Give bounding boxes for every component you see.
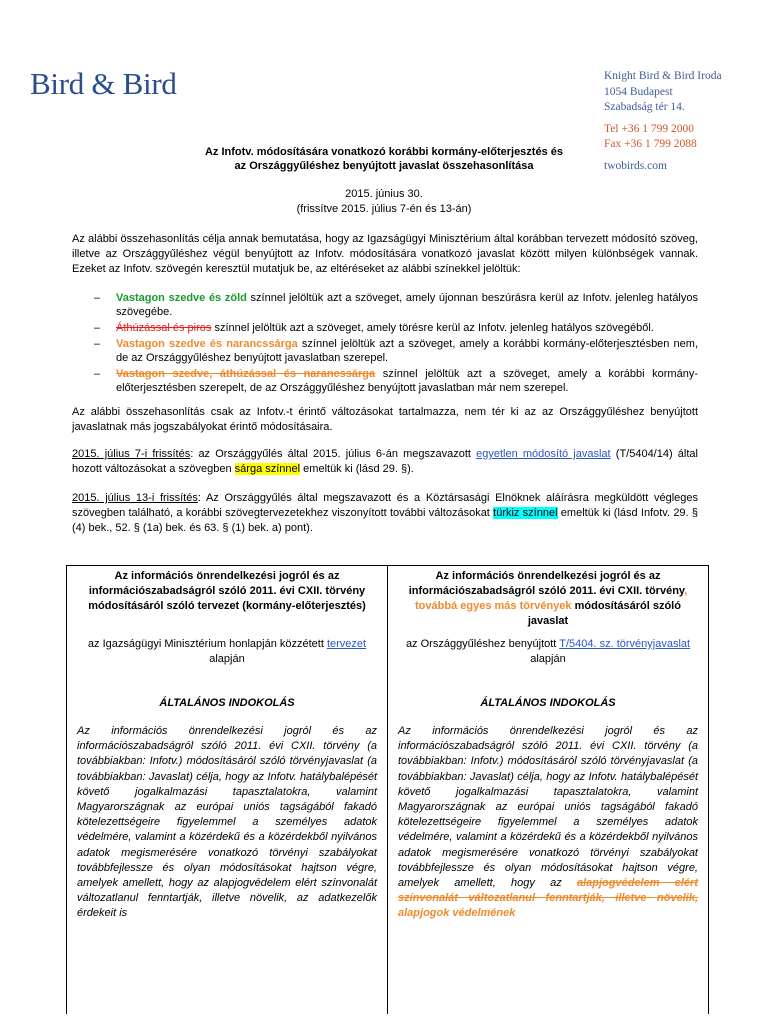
left-column-heading: Az információs önrendelkezési jogról és az információszabadságról szóló 2011. évi CXII. törvény módosításáról szóló tervezet (kormány-előterjesztés) xyxy=(75,565,379,614)
right-column-source xyxy=(396,637,700,667)
source-text: alapján xyxy=(209,653,245,665)
update-text: : Az Országgyűlés által megszavazott és a Köztársasági Elnöknek aláírásra megküldött végleges szövegben található, a korábbi szövegtervezetekhez viszonyított további változásokat xyxy=(72,492,698,519)
legend-item-orange xyxy=(94,337,698,365)
legend-dash: – xyxy=(94,292,101,304)
bill-link[interactable]: T/5404. sz. törvényjavaslat xyxy=(559,638,691,650)
right-column xyxy=(388,566,708,1014)
legend-dash: – xyxy=(94,322,101,334)
draft-link[interactable]: tervezet xyxy=(326,638,367,650)
body-added-text: alapjogok védelmének xyxy=(398,907,516,920)
address-line-3: Szabadság tér 14. xyxy=(604,101,685,113)
legend-style-red-strike: Áthúzással és piros xyxy=(116,322,212,334)
source-text: alapján xyxy=(530,653,566,665)
website-link[interactable]: twobirds.com xyxy=(604,159,667,172)
right-section-title: ÁLTALÁNOS INDOKOLÁS xyxy=(480,697,616,709)
document-title xyxy=(140,145,628,173)
update-text: emeltük ki (lásd 29. §). xyxy=(300,463,414,475)
right-column-heading xyxy=(396,565,700,629)
legend-style-orange: Vastagon szedve és narancssárga xyxy=(116,338,298,350)
scope-note: Az alábbi összehasonlítás csak az Infotv.-t érintő változásokat tartalmazza, nem tér ki az az Országgyűléshez benyújtott javaslatnak más jogszabályokat érintő módosításaira. xyxy=(72,406,698,433)
legend-dash: – xyxy=(94,368,101,380)
date-line: 2015. június 30. xyxy=(345,188,423,200)
title-line-1: Az Infotv. módosítására vonatkozó korábbi kormány-előterjesztés és xyxy=(204,146,563,158)
address-line-2: 1054 Budapest xyxy=(604,85,673,98)
amendment-link[interactable]: egyetlen módosító javaslat xyxy=(476,448,611,460)
phone-number: Tel +36 1 799 2000 xyxy=(604,122,695,135)
heading-text: Az információs önrendelkezési jogról és az információszabadságról szóló 2011. évi CXII. törvény xyxy=(408,570,685,597)
update-text: emeltük ki (lásd Infotv. 29. § (4) bek., 52. § (1a) bek. és 63. § (1) bek. a) pont). xyxy=(72,507,698,534)
left-column xyxy=(67,566,388,1014)
source-text: az Országgyűléshez benyújtott xyxy=(405,638,560,650)
right-column-body xyxy=(398,724,698,922)
body-removed-text: alapjogvédelem elért színvonalát változatlanul fenntartják, illetve növelik, xyxy=(398,877,698,905)
legend-style-green: Vastagon szedve és zöld xyxy=(116,292,247,304)
legend-text: színnel jelöltük azt a szöveget, amely törésre kerül az Infotv. jelenleg hatályos szövegéből. xyxy=(211,322,654,334)
legend-text: színnel jelöltük azt a szöveget, amely a korábbi kormány-előterjesztésben szerepelt, de az Országgyűléshez benyújtott javaslatban már nem szerepel. xyxy=(116,368,698,394)
source-text: az Igazságügyi Minisztérium honlapján közzétett xyxy=(87,638,327,650)
left-column-source xyxy=(75,637,379,667)
legend-item-green xyxy=(94,291,698,319)
update-july-7 xyxy=(72,447,698,477)
color-legend-list xyxy=(94,291,698,397)
address-line-1: Knight Bird & Bird Iroda xyxy=(604,70,722,82)
legend-text: színnel jelöltük azt a szöveget, amely a korábbi kormány-előterjesztésben nem, de az Országgyűléshez benyújtott javaslatban szerepel. xyxy=(116,338,699,364)
intro-paragraph: Az alábbi összehasonlítás célja annak bemutatása, hogy az Igazságügyi Minisztérium által korábban tervezett módosító szöveg, illetve az Országgyűléshez végül benyújtott az Infotv. módosítására vonatkozó javaslat között milyen különbségek vannak. Ezeket az Infotv. szövegén keresztül mutatjuk be, az eltéréseket az alábbi színekkel jelöltük: xyxy=(72,233,698,275)
document-dates xyxy=(140,187,628,217)
update-text: : az Országgyűlés által 2015. július 6-án megszavazott xyxy=(190,448,477,460)
left-section-title: ÁLTALÁNOS INDOKOLÁS xyxy=(159,697,295,709)
update-label: 2015. július 7-i frissítés xyxy=(72,448,191,460)
fax-number: Fax +36 1 799 2088 xyxy=(604,138,697,150)
heading-added-text: , továbbá egyes más törvények xyxy=(415,585,688,612)
legend-text: színnel jelöltük azt a szöveget, amely újonnan beszúrásra kerül az Infotv. jelenleg hatályos szövegébe. xyxy=(116,292,698,318)
comparison-table xyxy=(66,565,709,1014)
update-dates-line: (frissítve 2015. július 7-én és 13-án) xyxy=(296,203,472,215)
heading-text: módosításáról szóló javaslat xyxy=(527,600,681,627)
legend-style-orange-strike: Vastagon szedve, áthúzással és narancssárga xyxy=(116,368,376,380)
left-column-body: Az információs önrendelkezési jogról és az információszabadságról szóló 2011. évi CXII. törvény (a továbbiakban: Infotv.) módosításáról szóló törvényjavaslat (a továbbiakban: Javaslat) célja, hogy az Infotv. hatálybalépését követő jogalkalmazási tapasztalatokra, valamint Magyarországnak az európai uniós tagságából fakadó kötelezettségeire figyelemmel a személyes adatok védelmére, valamint a közérdekű és a közérdekből nyilvános adatok megismerésére vonatkozó törvényi szabályokat továbbfejlessze és olyan módosításokat hajtson végre, amelyek amellett, hogy az alapjogvédelem elért színvonalát változatlanul fenntartják, illetve növelik, az adatkezelők érdekeit is xyxy=(77,725,377,920)
body-text: Az információs önrendelkezési jogról és az információszabadságról szóló 2011. évi CXII. törvény (a továbbiakban: Infotv.) módosításáról szóló törvényjavaslat (a továbbiakban: Javaslat) célja, hogy az Infotv. hatálybalépését követő jogalkalmazási tapasztalatokra, valamint Magyarországnak az európai uniós tagságából fakadó kötelezettségeire figyelemmel a személyes adatok védelmére, valamint a közérdekű és a közérdekből nyilvános adatok megismerésére vonatkozó törvényi szabályokat továbbfejlessze és olyan módosításokat hajtson végre, amelyek amellett, hogy az xyxy=(398,725,698,890)
update-text: (T/5404/14) által hozott változásokat a szövegben xyxy=(72,448,698,475)
title-line-2: az Országgyűléshez benyújtott javaslat összehasonlítása xyxy=(234,160,534,172)
legend-item-orange-strike xyxy=(94,367,698,395)
legend-item-red xyxy=(94,321,698,335)
bird-and-bird-logo: Bird & Bird xyxy=(30,66,177,101)
update-label: 2015. július 13-i frissítés xyxy=(72,492,198,504)
cyan-highlight: türkiz színnel xyxy=(493,507,558,519)
update-july-13 xyxy=(72,491,698,536)
legend-dash: – xyxy=(94,338,101,350)
yellow-highlight: sárga színnel xyxy=(234,463,301,475)
